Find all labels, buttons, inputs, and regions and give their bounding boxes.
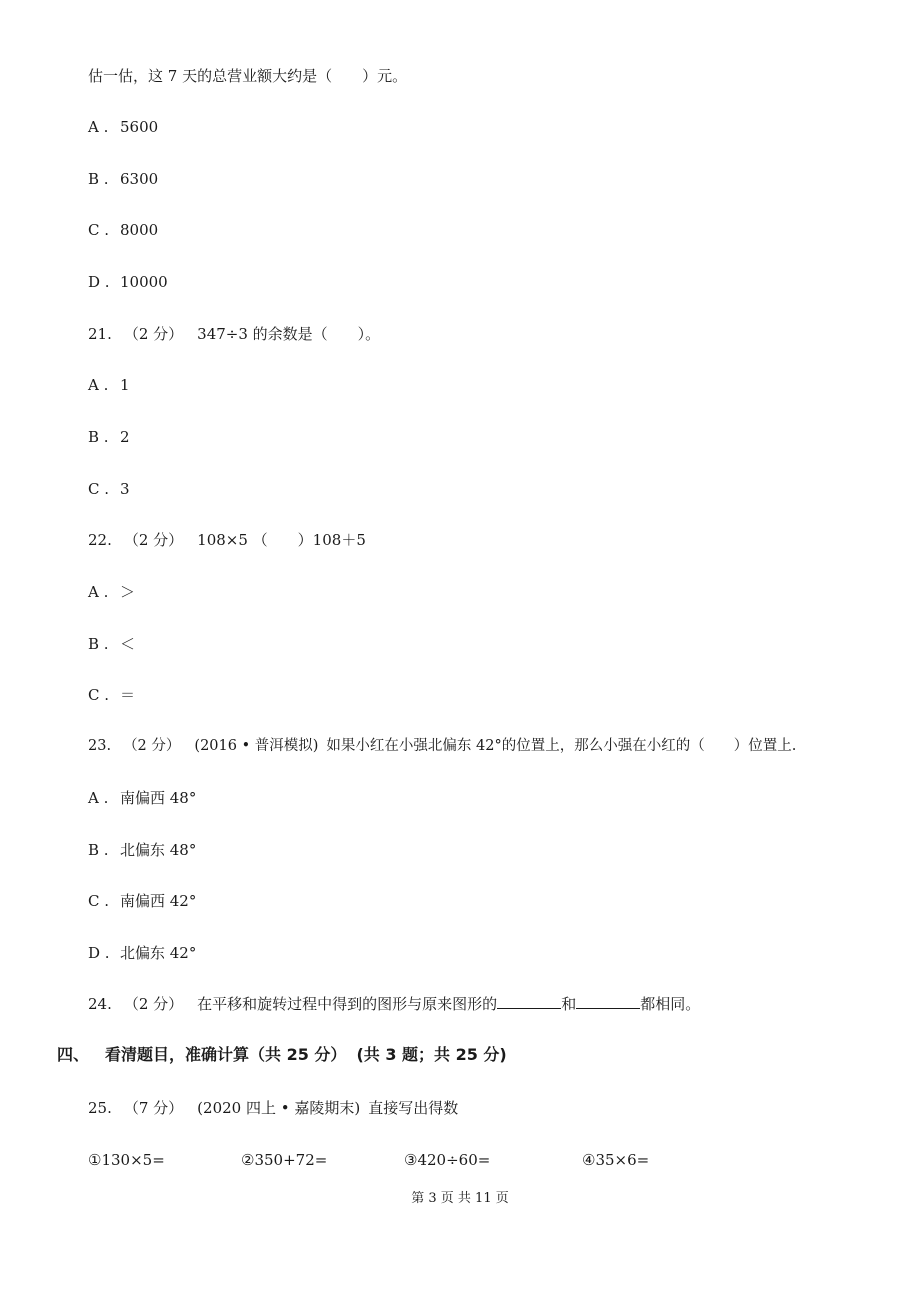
q23-option-a xyxy=(88,788,196,808)
question-text: 直接写出得数 xyxy=(368,1099,459,1117)
q20-option-b xyxy=(88,169,158,189)
q21-option-c xyxy=(88,479,130,499)
q22-option-b xyxy=(88,634,135,654)
option-text: 5600 xyxy=(120,118,159,136)
q22-option-c xyxy=(88,685,135,705)
q21-stem xyxy=(88,324,380,344)
page-footer: 第 3 页 共 11 页 xyxy=(411,1191,509,1206)
option-letter: B . xyxy=(88,841,109,859)
q22-option-a xyxy=(88,582,135,602)
question-score: （2 分） xyxy=(123,531,184,549)
question-text: 如果小红在小强北偏东 42°的位置上，那么小强在小红的（ ）位置上. xyxy=(326,738,797,754)
option-text: 南偏西 42° xyxy=(120,892,197,910)
question-source: (2016 • 普洱模拟) xyxy=(194,738,319,754)
option-letter: C . xyxy=(88,892,110,910)
option-text: 6300 xyxy=(120,170,159,188)
option-text: 10000 xyxy=(120,273,168,291)
question-number: 24. xyxy=(88,995,112,1013)
option-text: 8000 xyxy=(120,221,159,239)
option-letter: C . xyxy=(88,480,110,498)
section-score: (共 3 题；共 25 分) xyxy=(356,1045,507,1064)
option-text: 北偏东 42° xyxy=(120,944,197,962)
answer-blank[interactable] xyxy=(576,994,640,1009)
q24-stem xyxy=(88,994,700,1014)
q23-option-d xyxy=(88,943,196,963)
question-number: 22. xyxy=(88,531,112,549)
option-text: 北偏东 48° xyxy=(120,841,197,859)
question-score: （2 分） xyxy=(123,995,184,1013)
question-text: 和 xyxy=(561,995,577,1013)
q20-option-d xyxy=(88,272,168,292)
option-letter: A . xyxy=(88,789,109,807)
q21-option-a xyxy=(88,375,130,395)
calc-item: ②350+72= xyxy=(241,1151,328,1169)
option-letter: D . xyxy=(88,944,110,962)
question-source: (2020 四上 • 嘉陵期末) xyxy=(197,1099,361,1117)
question-number: 23. xyxy=(88,738,112,754)
q20-option-a xyxy=(88,117,158,137)
section-title: 看清题目，准确计算（共 25 分） xyxy=(105,1045,347,1064)
option-letter: A . xyxy=(88,376,109,394)
option-text: 1 xyxy=(120,376,130,394)
q22-stem xyxy=(88,530,366,550)
question-text: 108×5 （ ）108＋5 xyxy=(197,531,366,549)
question-number: 21. xyxy=(88,325,112,343)
option-text: 南偏西 48° xyxy=(120,789,197,807)
question-score: （2 分） xyxy=(123,738,181,754)
answer-blank[interactable] xyxy=(497,994,561,1009)
option-text: ＝ xyxy=(120,686,136,704)
q23-stem xyxy=(88,736,796,756)
question-score: （2 分） xyxy=(123,325,184,343)
section-heading xyxy=(57,1044,507,1066)
q25-stem xyxy=(88,1098,458,1118)
question-text: 在平移和旋转过程中得到的图形与原来图形的 xyxy=(197,995,498,1013)
option-letter: C . xyxy=(88,221,110,239)
option-letter: D . xyxy=(88,273,110,291)
q20-stem: 估一估，这 7 天的总营业额大约是（ ）元。 xyxy=(88,67,408,85)
option-text: 3 xyxy=(120,480,130,498)
question-score: （7 分） xyxy=(123,1099,184,1117)
q20-option-c xyxy=(88,220,158,240)
option-letter: B . xyxy=(88,170,109,188)
calc-item: ③420÷60= xyxy=(404,1151,491,1169)
option-letter: C . xyxy=(88,686,110,704)
q23-option-c xyxy=(88,891,196,911)
section-number: 四、 xyxy=(57,1045,90,1064)
option-letter: B . xyxy=(88,428,109,446)
option-text: 2 xyxy=(120,428,130,446)
question-number: 25. xyxy=(88,1099,112,1117)
q23-option-b xyxy=(88,840,196,860)
calc-item: ①130×5= xyxy=(88,1151,165,1169)
option-text: ＜ xyxy=(120,635,136,653)
option-text: ＞ xyxy=(120,583,136,601)
calc-item: ④35×6= xyxy=(582,1151,650,1169)
option-letter: B . xyxy=(88,635,109,653)
question-text: 347÷3 的余数是（ ）。 xyxy=(197,325,381,343)
question-text: 都相同。 xyxy=(640,995,701,1013)
q21-option-b xyxy=(88,427,130,447)
option-letter: A . xyxy=(88,118,109,136)
option-letter: A . xyxy=(88,583,109,601)
